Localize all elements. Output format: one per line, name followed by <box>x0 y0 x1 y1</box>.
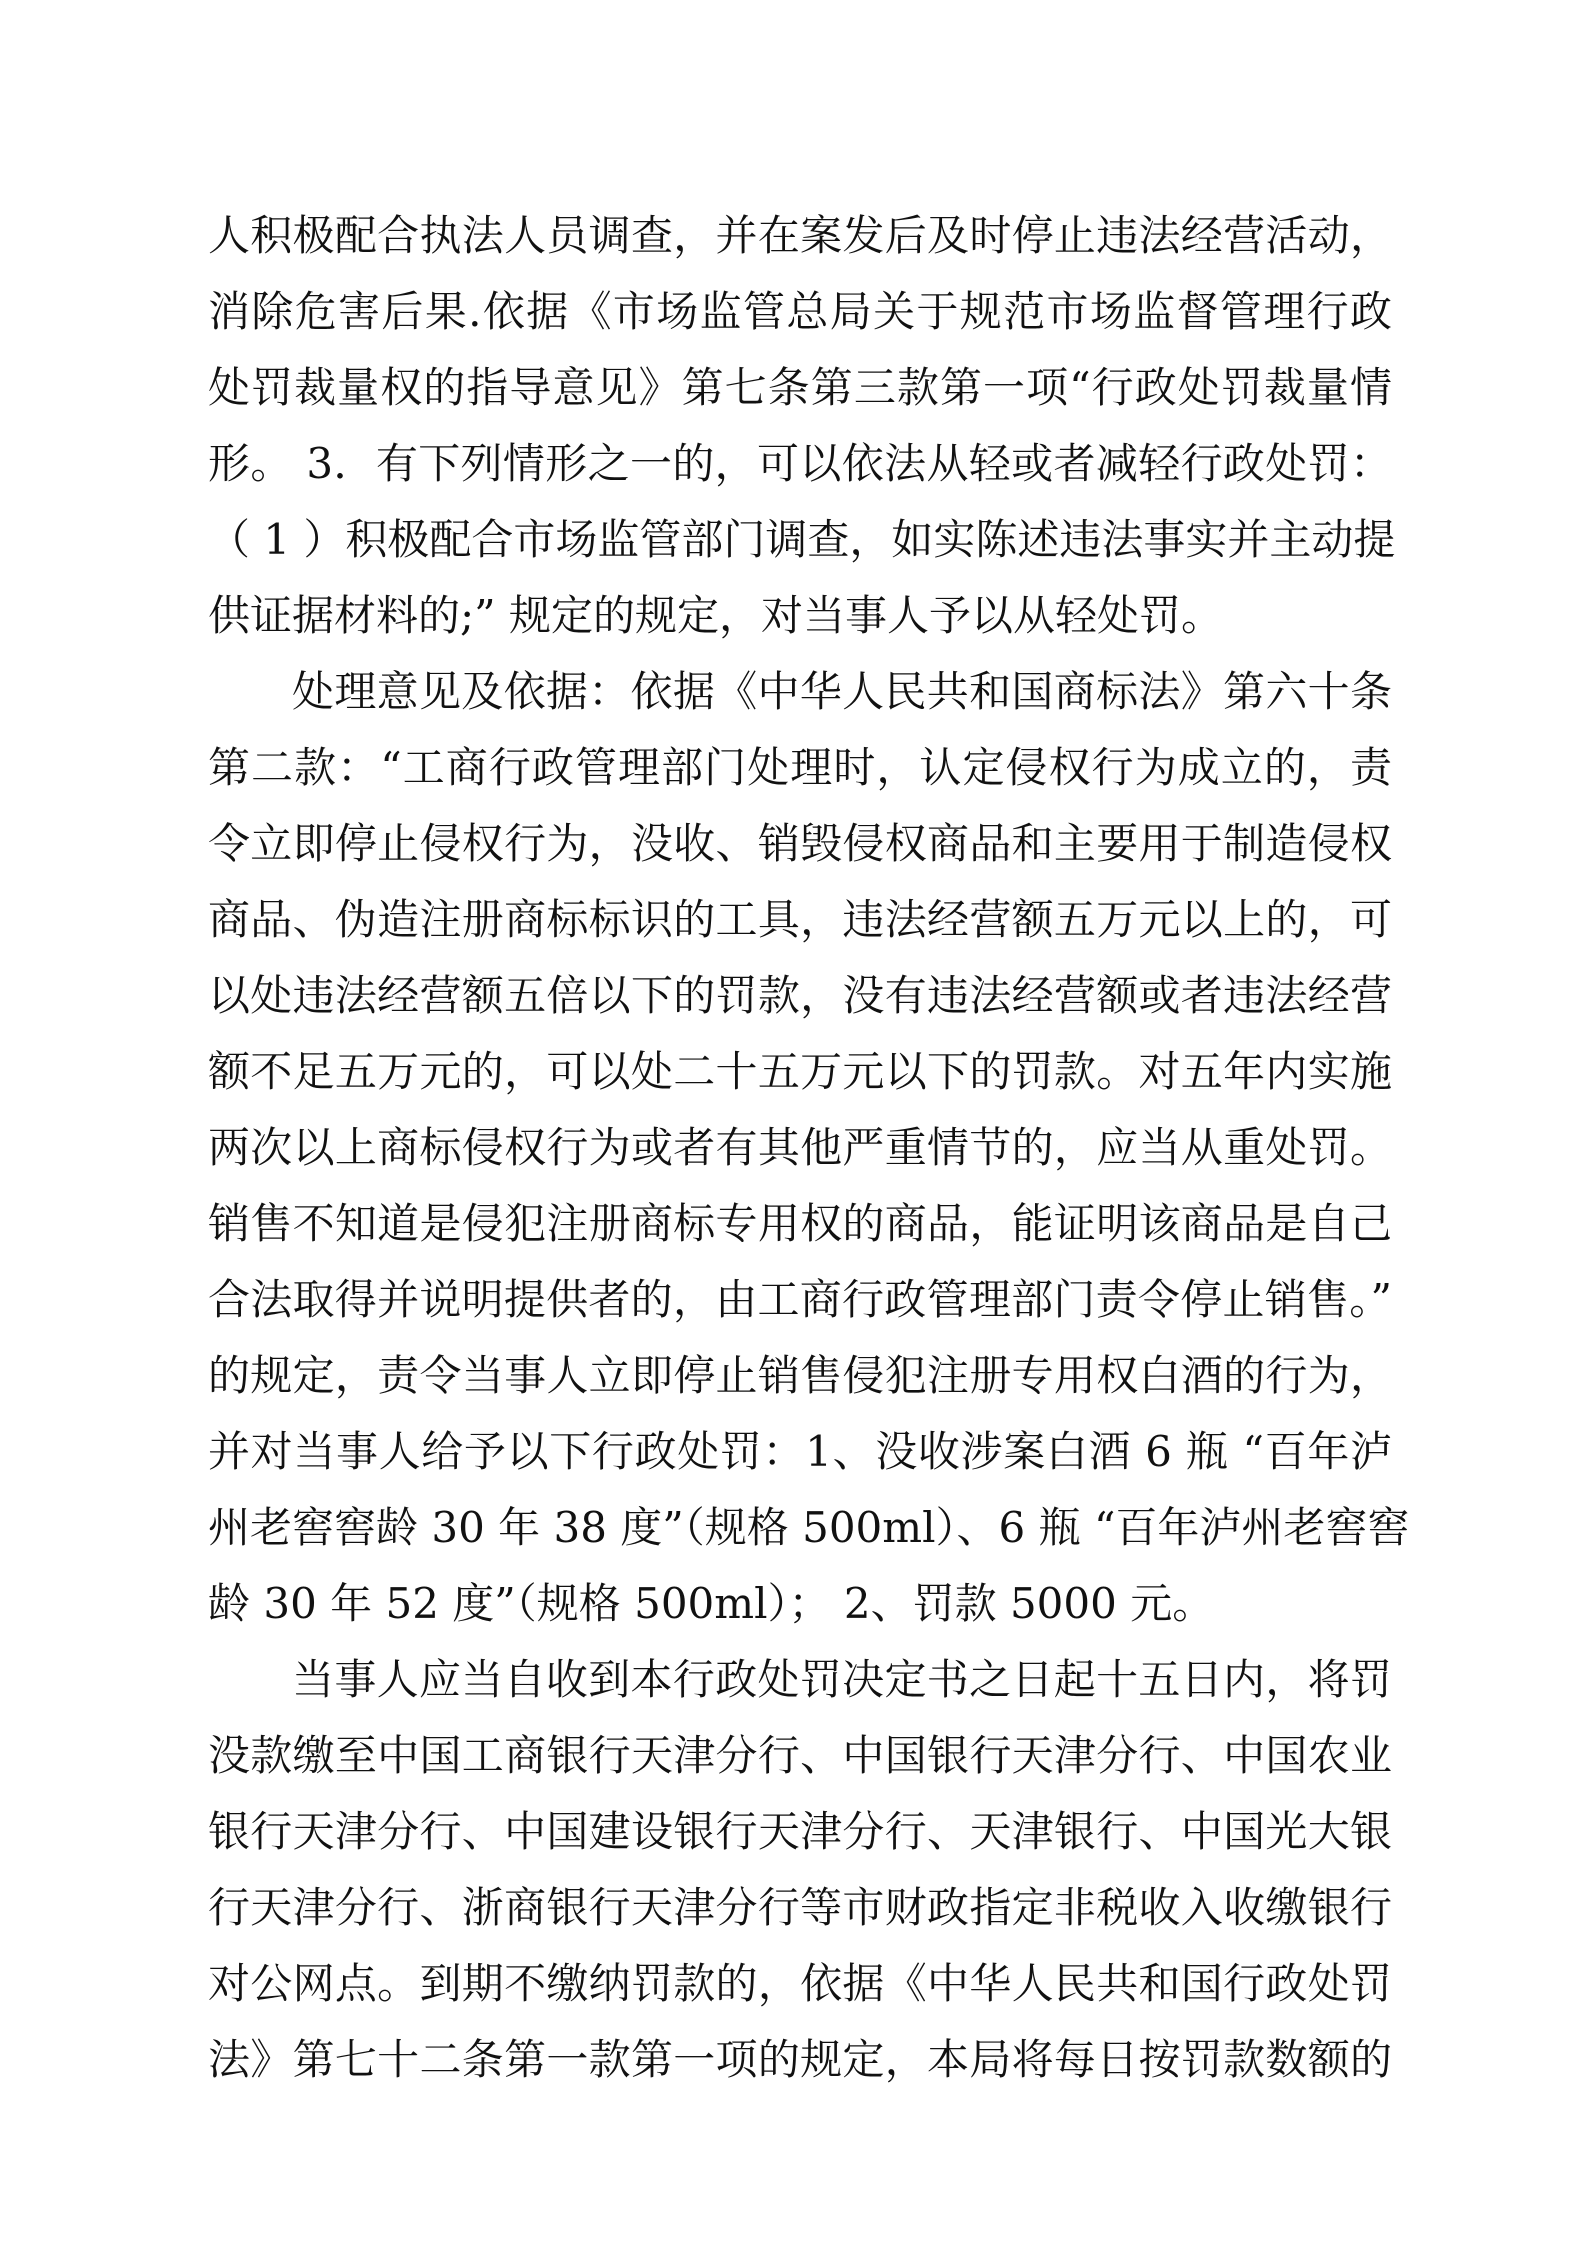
text-line: 商品、伪造注册商标标识的工具，违法经营额五万元以上的，可 <box>208 895 1392 944</box>
text-line: 法》第七十二条第一款第一项的规定，本局将每日按罚款数额的 <box>208 2035 1392 2084</box>
text-line: 消除危害后果.依据《市场监管总局关于规范市场监督管理行政 <box>208 287 1392 336</box>
text-line: 合法取得并说明提供者的，由工商行政管理部门责令停止销售。” <box>208 1275 1392 1324</box>
text-line: 没款缴至中国工商银行天津分行、中国银行天津分行、中国农业 <box>208 1731 1392 1780</box>
text-line: 以处违法经营额五倍以下的罚款，没有违法经营额或者违法经营 <box>208 971 1392 1020</box>
text-line: 第二款：“工商行政管理部门处理时，认定侵权行为成立的，责 <box>208 743 1392 792</box>
text-line: 行天津分行、浙商银行天津分行等市财政指定非税收入收缴银行 <box>208 1883 1392 1932</box>
paragraph-payment <box>208 1642 1392 2098</box>
text-line: 额不足五万元的，可以处二十五万元以下的罚款。对五年内实施 <box>208 1047 1392 1096</box>
text-line: 龄 30 年 52 度”（规格 500ml）； 2、罚款 5000 元。 <box>208 1579 1215 1628</box>
text-line: 人积极配合执法人员调查，并在案发后及时停止违法经营活动， <box>208 211 1392 260</box>
text-line: （ 1 ）积极配合市场监管部门调查，如实陈述违法事实并主动提 <box>208 515 1396 564</box>
document-body <box>208 198 1410 2098</box>
text-line: 形。 3．有下列情形之一的，可以依法从轻或者减轻行政处罚： <box>208 439 1392 488</box>
text-line: 的规定，责令当事人立即停止销售侵犯注册专用权白酒的行为， <box>208 1351 1392 1400</box>
text-line: 供证据材料的;” 规定的规定，对当事人予以从轻处罚。 <box>208 591 1223 640</box>
text-line: 州老窖窖龄 30 年 38 度”（规格 500ml）、6 瓶 “百年泸州老窖窖 <box>208 1503 1410 1552</box>
paragraph-mitigation <box>208 198 1396 654</box>
text-line: 销售不知道是侵犯注册商标专用权的商品，能证明该商品是自己 <box>208 1199 1392 1248</box>
paragraph-decision-basis <box>208 654 1410 1642</box>
text-line: 并对当事人给予以下行政处罚：1、没收涉案白酒 6 瓶 “百年泸 <box>208 1427 1392 1476</box>
text-line: 当事人应当自收到本行政处罚决定书之日起十五日内，将罚 <box>292 1655 1392 1704</box>
text-line: 银行天津分行、中国建设银行天津分行、天津银行、中国光大银 <box>208 1807 1392 1856</box>
text-line: 令立即停止侵权行为，没收、销毁侵权商品和主要用于制造侵权 <box>208 819 1392 868</box>
text-line: 对公网点。到期不缴纳罚款的，依据《中华人民共和国行政处罚 <box>208 1959 1392 2008</box>
text-line: 处理意见及依据：依据《中华人民共和国商标法》第六十条 <box>292 667 1392 716</box>
text-line: 处罚裁量权的指导意见》第七条第三款第一项“行政处罚裁量情 <box>208 363 1392 412</box>
text-line: 两次以上商标侵权行为或者有其他严重情节的，应当从重处罚。 <box>208 1123 1392 1172</box>
